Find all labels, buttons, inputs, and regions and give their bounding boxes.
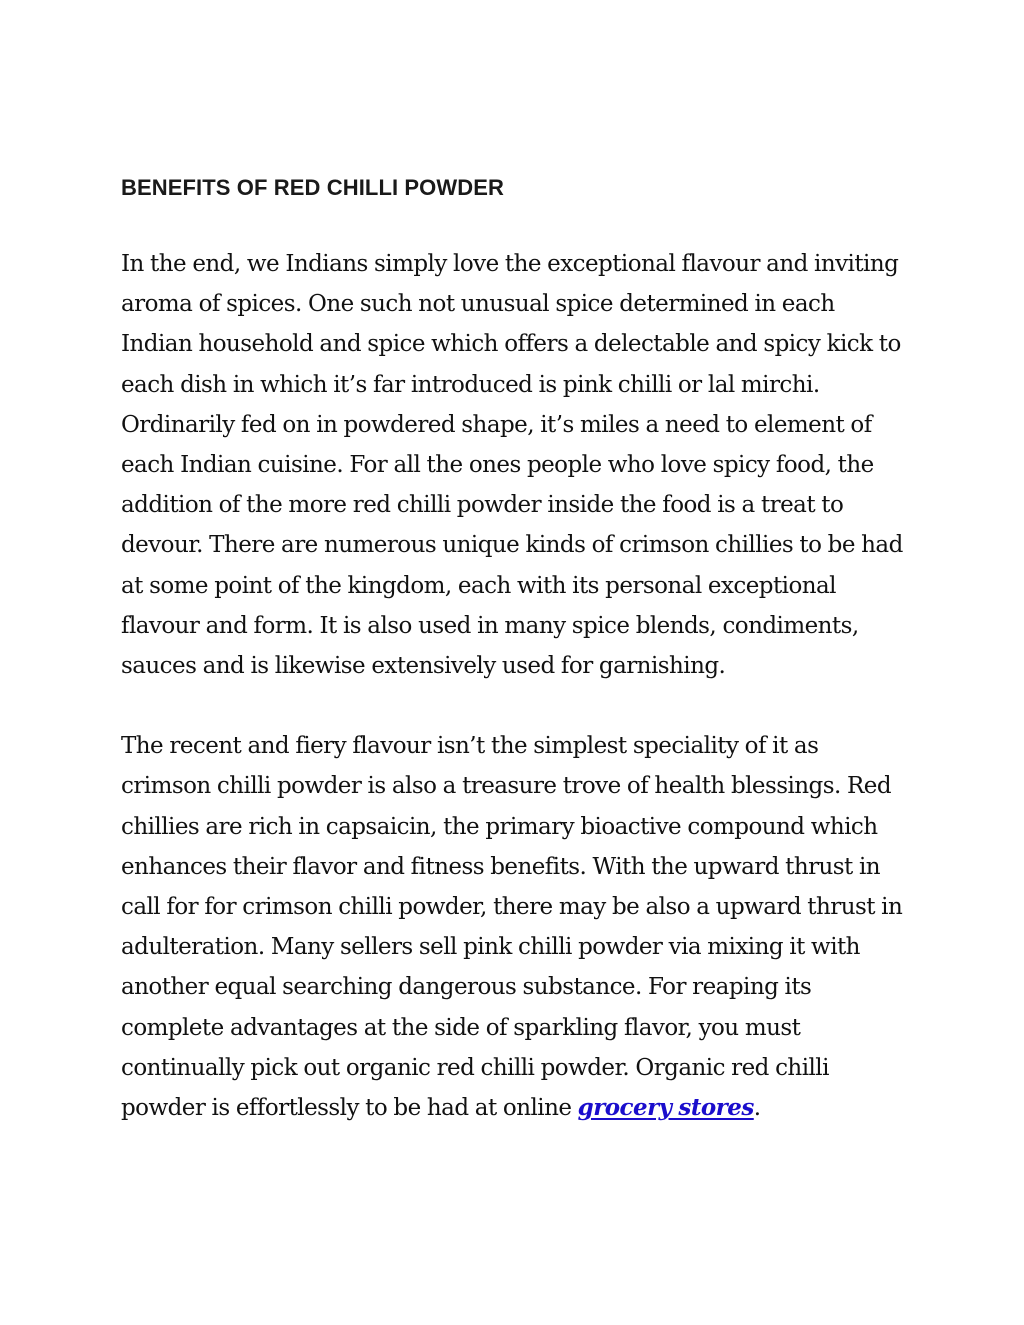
paragraph-benefits-text: The recent and fiery flavour isn’t the simplest speciality of it as crimson chilli powder is also a treasure trove of health blessings. Red chillies are rich in capsaicin, the primary bioactive compound which enhances their flavor and fitness benefits. With the upward thrust in call for for crimson chilli powder, there may be also a upward thrust in adulteration. Many sellers sell pink chilli powder via mixing it with another equal searching dangerous substance. For reaping its complete advantages at the side of sparkling flavor, you must continually pick out organic red chilli powder. Organic red chilli powder is effortlessly to be had at online xyxy=(121,733,903,1122)
document-page xyxy=(121,170,911,1128)
grocery-stores-link[interactable]: grocery stores xyxy=(577,1094,754,1122)
paragraph-benefits-end: . xyxy=(753,1095,761,1122)
paragraph-intro: In the end, we Indians simply love the exceptional flavour and inviting aroma of spices. One such not unusual spice determined in each Indian household and spice which offers a delectable and spicy kick to each dish in which it’s far introduced is pink chilli or lal mirchi. Ordinarily fed on in powdered shape, it’s miles a need to element of each Indian cuisine. For all the ones people who love spicy food, the addition of the more red chilli powder inside the food is a treat to devour. There are numerous unique kinds of crimson chillies to be had at some point of the kingdom, each with its personal exceptional flavour and form. It is also used in many spice blends, condiments, sauces and is likewise extensively used for garnishing. xyxy=(121,251,903,680)
document-heading: BENEFITS OF RED CHILLI POWDER xyxy=(121,175,505,200)
paragraph-benefits xyxy=(121,726,911,1128)
